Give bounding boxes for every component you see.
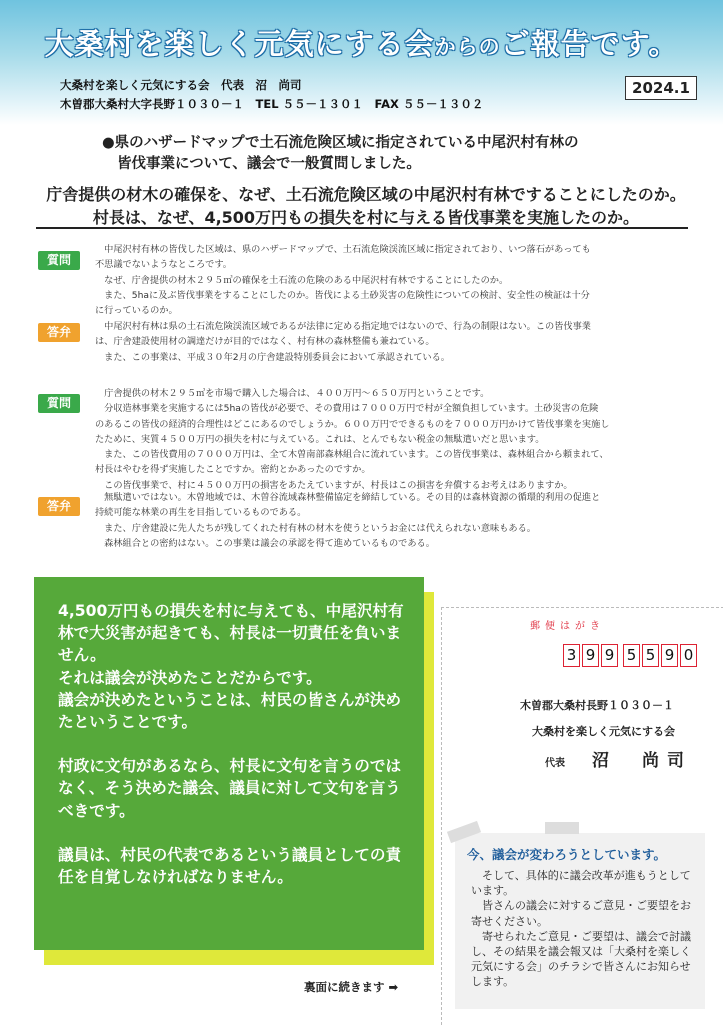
zip-digit: 0 <box>680 644 697 667</box>
zip-digit: 5 <box>623 644 640 667</box>
postcard-rep-name: 沼 尚司 <box>592 751 692 771</box>
text-line: 分収造林事業を実施するには5haの皆伐が必要で、その費用は７０００万円で村が全額負担しています。土砂災害の危険 <box>95 403 599 415</box>
zip-digit: 9 <box>582 644 599 667</box>
text-line: たために、実質４５００万円の損失を村に与えている。これは、とんでもない税金の無駄遣いだと思います。 <box>95 433 545 445</box>
answer-text <box>95 490 695 551</box>
title-main: 大桑村を楽しく元気にする会 <box>44 27 435 61</box>
text-line: 森林組合との密約はない。この事業は議会の承認を得て進めているものである。 <box>95 537 435 549</box>
title-small: からの <box>434 35 501 59</box>
text-line: 庁舎提供の材木２９５㎥を市場で購入した場合は、４００万円～６５０万円ということです。 <box>95 388 490 399</box>
text-line: また、5haに及ぶ皆伐事業をすることにしたのか。皆伐による土砂災害の危険性についての検討、安全性の検証は十分 <box>95 289 590 301</box>
headline-question: 村長は、なぜ、4,500万円もの損失を村に与える皆伐事業を実施したのか。 <box>92 208 640 227</box>
answer-text <box>95 319 695 365</box>
text-line: 持続可能な林業の再生を目指しているものである。 <box>95 507 307 519</box>
tape-decoration <box>545 822 579 834</box>
answer-tag: 答弁 <box>38 497 80 516</box>
postcard-rep-label: 代表 <box>545 758 565 769</box>
text-line: 不思議でないようなところです。 <box>95 259 232 271</box>
zip-digit: 5 <box>642 644 659 667</box>
headline-underline <box>36 227 688 229</box>
notice-title: 今、議会が変わろうとしています。 <box>467 847 667 862</box>
notice-paragraph: 皆さんの議会に対するご意見・ご要望をお寄せください。 <box>471 899 691 928</box>
callout-paragraph: 4,500万円もの損失を村に与えても、中尾沢村有林で大災害が起きても、村長は一切責任を負いません。 <box>58 602 404 665</box>
text-line: 中尾沢村有林は県の土石流危険渓流区域であるが法律に定める指定地ではないので、行為の制限はない。この皆伐事業 <box>95 321 591 332</box>
zip-code-boxes <box>563 644 699 667</box>
text-line: また、庁舎建設に先人たちが残してくれた村有林の材木を使うというお金には代えられない意味もある。 <box>95 522 536 534</box>
text-line: 村長はやむを得ず実施したことですか。密約とかあったのですか。 <box>95 464 371 476</box>
intro-line: 皆伐事業について、議会で一般質問しました。 <box>117 156 421 172</box>
callout-paragraph: 村政に文句があるなら、村長に文句を言うのではなく、そう決めた議会、議員に対して文句を言うべきです。 <box>58 757 402 820</box>
question-text <box>95 242 695 318</box>
notice-body <box>471 868 701 990</box>
callout-paragraph: それは議会が決めたことだからです。 <box>58 668 322 687</box>
zip-digit: 9 <box>601 644 618 667</box>
text-line: また、この事業は、平成３０年2月の庁舎建設特別委員会において承認されている。 <box>95 351 450 363</box>
text-line: は、庁舎建設使用材の調達だけが目的ではなく、村有林の森林整備も兼ねている。 <box>95 336 435 348</box>
question-tag: 質問 <box>38 251 80 270</box>
zip-digit: 9 <box>661 644 678 667</box>
zip-digit: 3 <box>563 644 580 667</box>
notice-paragraph: 寄せられたご意見・ご要望は、議会で討議し、その結果を議会報又は「大桑村を楽しく元気にする会」のチラシで皆さんにお知らせします。 <box>471 929 691 989</box>
question-tag: 質問 <box>38 394 80 413</box>
question-text <box>95 386 695 493</box>
text-line: 中尾沢村有林の皆伐した区域は、県のハザードマップで、土石流危険渓流区域に指定されており、いつ落石があっても <box>95 244 591 255</box>
answer-tag: 答弁 <box>38 323 80 342</box>
date-badge: 2024.1 <box>625 76 697 100</box>
text-line: なぜ、庁舎提供の材木２９５㎥の確保を土石流の危険のある中尾沢村有林ですることにしたのか。 <box>95 274 509 286</box>
text-line: 無駄遣いではない。木曽地域では、木曽谷流域森林整備協定を締結している。その目的は森林資源の循環的利用の促進と <box>95 492 601 503</box>
title-end: ご報告です。 <box>500 27 679 61</box>
text-line: また、この皆伐費用の７０００万円は、全て木曽南部森林組合に流れています。この皆伐事業は、森林組合から頼まれて、 <box>95 449 609 461</box>
callout-text <box>58 600 410 910</box>
text-line: この皆伐事業で、村に４５００万円の損害をあたえていますが、村長はこの損害を弁償するお考えはありますか。 <box>95 479 573 491</box>
callout-paragraph: 議員は、村民の代表であるという議員としての責任を自覚しなければなりません。 <box>58 845 402 887</box>
headline-question: 庁舎提供の材木の確保を、なぜ、土石流危険区域の中尾沢村有林ですることにしたのか。 <box>46 185 686 204</box>
notice-paragraph: そして、具体的に議会改革が進もうとしています。 <box>471 869 691 898</box>
postcard-label: 郵便はがき <box>530 621 605 632</box>
org-line: 大桑村を楽しく元気にする会 代表 沼 尚司 <box>60 78 302 92</box>
address-line: 木曽郡大桑村大字長野１０３０－１ TEL ５５－１３０１ FAX ５５－１３０２ <box>60 97 484 111</box>
intro-line: ●県のハザードマップで土石流危険区域に指定されている中尾沢村有林の <box>102 135 579 151</box>
text-line: に行っているのか。 <box>95 305 178 317</box>
callout-paragraph: 議会が決めたということは、村民の皆さんが決めたということです。 <box>58 690 402 732</box>
intro <box>102 133 682 175</box>
postcard-address: 木曽郡大桑村長野１０３０－１ <box>520 699 674 712</box>
continue-note: 裏面に続きます ➡ <box>304 980 399 994</box>
page-title <box>10 22 713 63</box>
postcard-organization: 大桑村を楽しく元気にする会 <box>532 725 675 738</box>
text-line: のあるこの皆伐の経済的合理性はどこにあるのでしょうか。６００万円でできるものを７０００万円かけて皆伐事業を実施し <box>95 418 610 430</box>
